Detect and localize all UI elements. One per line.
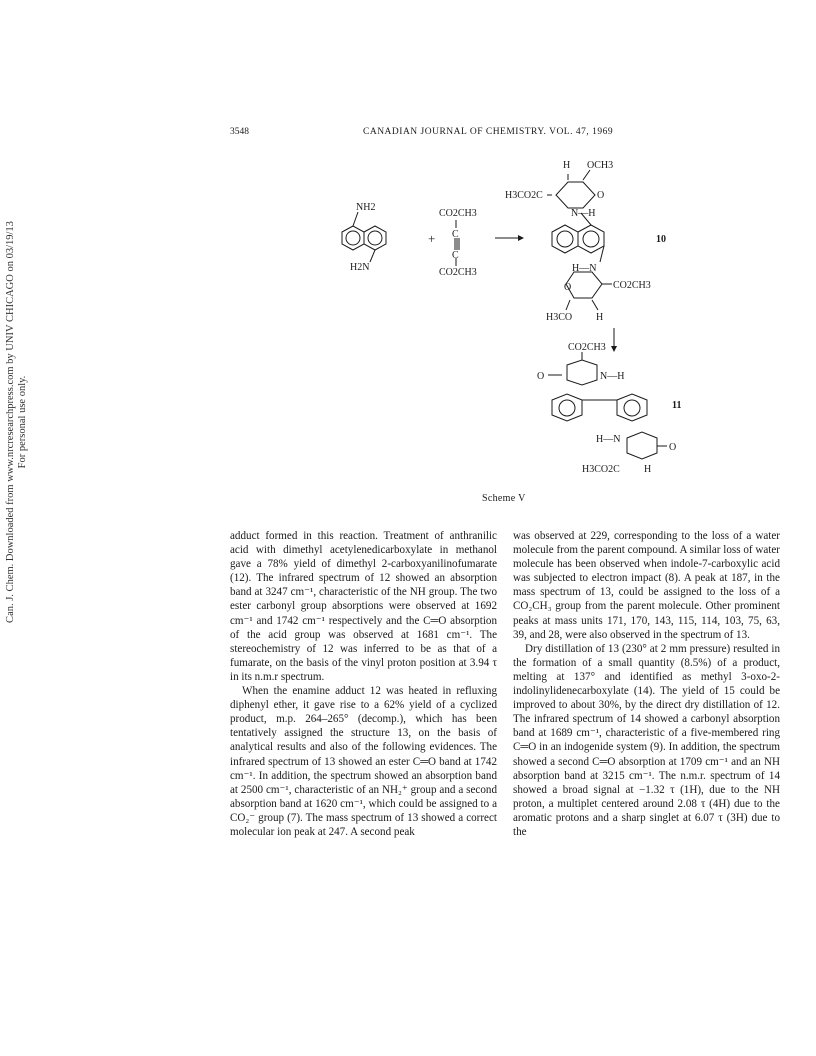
- c10-h3co: H3CO: [546, 312, 573, 323]
- download-watermark: [5, 192, 29, 652]
- compound-11-label: 11: [672, 400, 682, 411]
- left-paragraph-2: When the enamine adduct 12 was heated in refluxing diphenyl ether, it gave rise to a 62% yield of a cyclized product, m.p. 264–265° (decomp.), which has been tentatively assigned the structure 13, on the basis of analytical results and also of the following evidences. The infrared spectrum of 13 showed an ester C═O band at 1742 cm⁻¹. In addition, the spectrum showed an absorption band at 2500 cm⁻¹, characteristic of an NH₂⁺ group and a second absorption band at 1620 cm⁻¹, which could be assigned to a CO₂⁻ group (7). The mass spectrum of 13 showed a correct molecular ion peak at 247. A second peak: [230, 685, 497, 838]
- right-paragraph-2: Dry distillation of 13 (230° at 2 mm pressure) resulted in the formation of a small quantity (8.5%) of a product, melting at 137° and identified as methyl 3-oxo-2-indolinylidenecarboxylate (14). The yield of 15 could be improved to about 30%, by the direct dry distillation of 12. The infrared spectrum of 14 showed a carbonyl absorption band at 1689 cm⁻¹, characteristic of a five-membered ring C═O in an indogenide system (9). In addition, the spectrum showed a second C═O absorption at 1709 cm⁻¹ and an NH absorption band at 3215 cm⁻¹. The n.m.r. spectrum of 14 showed a broad signal at −1.32 τ (1H), due to the NH proton, a multiplet centered around 2.08 τ (4H) due to the aromatic protons and a sharp singlet at 6.07 τ (3H) due to the: [513, 642, 780, 838]
- watermark-line-2: For personal use only.: [17, 375, 28, 469]
- left-paragraph-1: adduct formed in this reaction. Treatment of anthranilic acid with dimethyl acetylenedicarboxylate in methanol gave a 78% yield of dimethyl 2-carboxyanilinofumarate (12). The infrared spectrum of 12 showed an absorption band at 3247 cm⁻¹, characteristic of the NH group. The two ester carbonyl group absorptions were observed at 1692 cm⁻¹ and 1742 cm⁻¹ respectively and the C═O absorption of the acid group was observed at 1681 cm⁻¹. The stereochemistry of 12 was inferred to be as that of a fumarate, on the basis of the vinyl proton position at 3.94 τ in its n.m.r spectrum.: [230, 530, 497, 683]
- c11-nh-top: N—H: [600, 371, 625, 382]
- alkyne-carbon-2: C: [452, 250, 459, 261]
- reactant-nh2-top: NH2: [356, 202, 376, 213]
- left-column: [230, 529, 497, 839]
- c10-och3: OCH3: [587, 160, 614, 171]
- right-column: [513, 529, 780, 839]
- alkyne-ester-bottom: CO2CH3: [439, 267, 477, 278]
- c10-nh-top: N—H: [571, 208, 596, 219]
- c10-o-top: O: [597, 190, 605, 201]
- alkyne-carbon-1: C: [452, 229, 459, 240]
- c11-h-bottom: H: [644, 464, 652, 475]
- scheme-caption: Scheme V: [482, 493, 526, 504]
- plus-sign: +: [428, 231, 436, 246]
- compound-10-label: 10: [656, 234, 666, 245]
- c11-hn-bottom: H—N: [596, 434, 621, 445]
- reaction-scheme: [300, 150, 720, 510]
- c10-hn-bottom: H—N: [572, 263, 597, 274]
- c10-ester-left: H3CO2C: [505, 190, 543, 201]
- c11-ester-bottom: H3CO2C: [582, 464, 620, 475]
- journal-title: CANADIAN JOURNAL OF CHEMISTRY. VOL. 47, 1969: [363, 127, 614, 137]
- reactant-h2n-bottom: H2N: [350, 262, 370, 273]
- c11-o-right: O: [669, 442, 677, 453]
- c10-h-bottom: H: [596, 312, 604, 323]
- c11-o-left: O: [537, 371, 545, 382]
- watermark-line-1: Can. J. Chem. Downloaded from www.nrcresearchpress.com by UNIV CHICAGO on 03/19/13: [5, 221, 16, 623]
- right-paragraph-1: was observed at 229, corresponding to the loss of a water molecule from the parent compound. A similar loss of water molecule has been observed when indole-7-carboxylic acid was subjected to electron impact (8). A peak at 187, in the mass spectrum of 13, could be assigned to the loss of a CO₂CH₃ group from the parent molecule. Other prominent peaks at mass units 171, 170, 143, 115, 114, 103, 75, 63, 39, and 28, were also observed in the spectrum of 13.: [513, 530, 780, 641]
- c11-ester-top: CO2CH3: [568, 342, 606, 353]
- page-number: 3548: [230, 127, 249, 137]
- running-header: [0, 127, 816, 141]
- c10-h-top: H: [563, 160, 571, 171]
- c10-ester-right: CO2CH3: [613, 280, 651, 291]
- alkyne-ester-top: CO2CH3: [439, 208, 477, 219]
- c10-o-bottom: O: [564, 282, 572, 293]
